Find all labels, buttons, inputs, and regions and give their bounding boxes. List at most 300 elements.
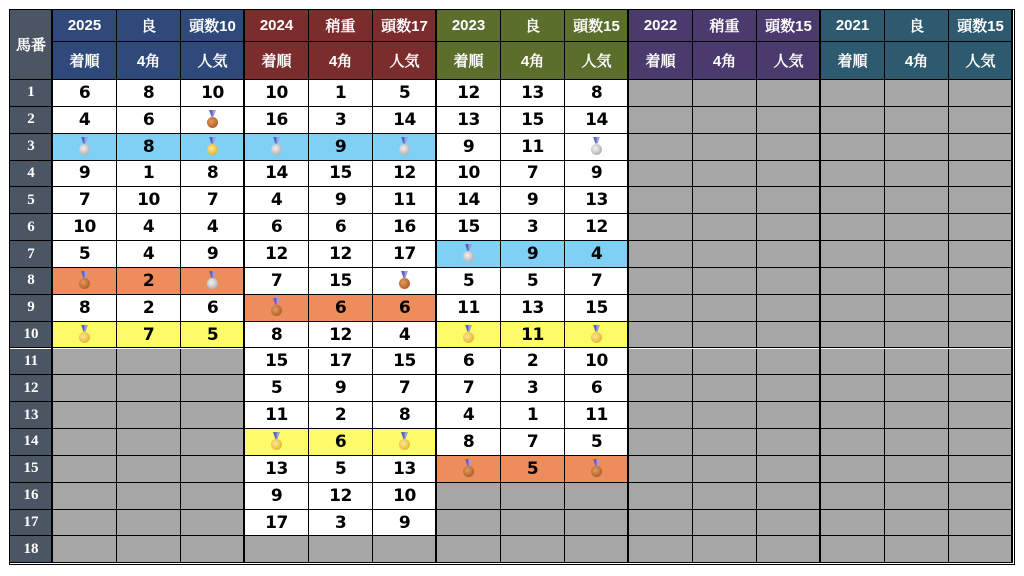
horse-number-1: 1 bbox=[10, 80, 53, 107]
bronze-medal-icon bbox=[463, 466, 474, 477]
value-cell: 9 bbox=[501, 241, 565, 268]
column-label: 人気 bbox=[181, 42, 245, 80]
value-cell: 6 bbox=[437, 349, 501, 376]
empty-cell bbox=[629, 429, 693, 456]
empty-cell bbox=[309, 536, 373, 563]
empty-cell bbox=[821, 536, 885, 563]
value-cell: 9 bbox=[309, 134, 373, 161]
empty-cell bbox=[693, 295, 757, 322]
value-cell: 15 bbox=[373, 349, 437, 376]
empty-cell bbox=[757, 134, 821, 161]
empty-cell bbox=[629, 187, 693, 214]
column-label: 人気 bbox=[565, 42, 629, 80]
empty-cell bbox=[629, 349, 693, 376]
empty-cell bbox=[181, 510, 245, 537]
empty-cell bbox=[117, 536, 181, 563]
value-cell: 10 bbox=[53, 214, 117, 241]
value-cell: 7 bbox=[53, 187, 117, 214]
empty-cell bbox=[693, 134, 757, 161]
group-divider bbox=[819, 10, 821, 563]
horse-number-10: 10 bbox=[10, 322, 53, 349]
value-cell: 12 bbox=[245, 241, 309, 268]
value-cell: 5 bbox=[373, 80, 437, 107]
empty-cell bbox=[117, 375, 181, 402]
value-cell: 11 bbox=[501, 134, 565, 161]
empty-cell bbox=[821, 107, 885, 134]
horse-number-8: 8 bbox=[10, 268, 53, 295]
empty-cell bbox=[757, 161, 821, 188]
empty-cell bbox=[821, 80, 885, 107]
empty-cell bbox=[757, 483, 821, 510]
empty-cell bbox=[885, 322, 949, 349]
empty-cell bbox=[693, 187, 757, 214]
empty-cell bbox=[757, 429, 821, 456]
empty-cell bbox=[693, 268, 757, 295]
horse-number-7: 7 bbox=[10, 241, 53, 268]
empty-cell bbox=[693, 80, 757, 107]
value-cell: 4 bbox=[117, 214, 181, 241]
value-cell: 5 bbox=[245, 375, 309, 402]
bronze-medal-icon bbox=[207, 117, 218, 128]
column-label: 人気 bbox=[373, 42, 437, 80]
value-cell: 13 bbox=[565, 187, 629, 214]
value-cell: 12 bbox=[373, 161, 437, 188]
track-condition: 稍重 bbox=[693, 10, 757, 42]
field-size: 頭数15 bbox=[949, 10, 1013, 42]
empty-cell bbox=[821, 456, 885, 483]
value-cell: 11 bbox=[245, 402, 309, 429]
empty-cell bbox=[949, 536, 1013, 563]
value-cell: 8 bbox=[245, 322, 309, 349]
medal-cell bbox=[53, 322, 117, 349]
horse-number-5: 5 bbox=[10, 187, 53, 214]
empty-cell bbox=[245, 536, 309, 563]
value-cell: 2 bbox=[501, 349, 565, 376]
medal-cell bbox=[181, 134, 245, 161]
medal-cell bbox=[437, 322, 501, 349]
bronze-medal-icon bbox=[271, 305, 282, 316]
empty-cell bbox=[949, 510, 1013, 537]
value-cell: 3 bbox=[501, 214, 565, 241]
empty-cell bbox=[885, 402, 949, 429]
year-header: 2022 bbox=[629, 10, 693, 42]
value-cell: 8 bbox=[181, 161, 245, 188]
empty-cell bbox=[949, 402, 1013, 429]
empty-cell bbox=[693, 429, 757, 456]
empty-cell bbox=[821, 187, 885, 214]
bronze-medal-icon bbox=[591, 466, 602, 477]
horse-number-14: 14 bbox=[10, 429, 53, 456]
empty-cell bbox=[693, 402, 757, 429]
track-condition: 稍重 bbox=[309, 10, 373, 42]
empty-cell bbox=[949, 349, 1013, 376]
empty-cell bbox=[949, 214, 1013, 241]
medal-cell bbox=[181, 107, 245, 134]
horse-number-12: 12 bbox=[10, 375, 53, 402]
column-label: 4角 bbox=[117, 42, 181, 80]
value-cell: 16 bbox=[245, 107, 309, 134]
value-cell: 10 bbox=[117, 187, 181, 214]
value-cell: 7 bbox=[501, 429, 565, 456]
value-cell: 7 bbox=[117, 322, 181, 349]
horse-number-6: 6 bbox=[10, 214, 53, 241]
empty-cell bbox=[757, 80, 821, 107]
medal-cell bbox=[373, 429, 437, 456]
empty-cell bbox=[949, 161, 1013, 188]
horse-number-16: 16 bbox=[10, 483, 53, 510]
empty-cell bbox=[629, 402, 693, 429]
gold-medal-icon bbox=[271, 439, 282, 450]
empty-cell bbox=[693, 375, 757, 402]
value-cell: 6 bbox=[53, 80, 117, 107]
empty-cell bbox=[821, 134, 885, 161]
value-cell: 6 bbox=[565, 375, 629, 402]
value-cell: 13 bbox=[501, 80, 565, 107]
value-cell: 7 bbox=[373, 375, 437, 402]
value-cell: 2 bbox=[309, 402, 373, 429]
empty-cell bbox=[885, 510, 949, 537]
empty-cell bbox=[821, 295, 885, 322]
value-cell: 12 bbox=[309, 241, 373, 268]
empty-cell bbox=[693, 107, 757, 134]
value-cell: 4 bbox=[245, 187, 309, 214]
empty-cell bbox=[757, 536, 821, 563]
empty-cell bbox=[821, 429, 885, 456]
value-cell: 11 bbox=[373, 187, 437, 214]
value-cell: 17 bbox=[245, 510, 309, 537]
gold-medal-icon bbox=[399, 439, 410, 450]
empty-cell bbox=[53, 375, 117, 402]
empty-cell bbox=[885, 80, 949, 107]
year-header: 2023 bbox=[437, 10, 501, 42]
group-divider bbox=[51, 10, 53, 563]
empty-cell bbox=[629, 268, 693, 295]
horse-number-11: 11 bbox=[10, 349, 53, 376]
value-cell: 8 bbox=[437, 429, 501, 456]
group-divider bbox=[243, 10, 245, 563]
value-cell: 8 bbox=[117, 134, 181, 161]
empty-cell bbox=[565, 536, 629, 563]
value-cell: 6 bbox=[309, 214, 373, 241]
value-cell: 2 bbox=[117, 295, 181, 322]
medal-cell bbox=[245, 295, 309, 322]
empty-cell bbox=[693, 322, 757, 349]
value-cell: 15 bbox=[309, 161, 373, 188]
value-cell: 9 bbox=[309, 375, 373, 402]
value-cell: 9 bbox=[437, 134, 501, 161]
empty-cell bbox=[53, 402, 117, 429]
value-cell: 2 bbox=[117, 268, 181, 295]
value-cell: 6 bbox=[181, 295, 245, 322]
horse-number-13: 13 bbox=[10, 402, 53, 429]
value-cell: 14 bbox=[373, 107, 437, 134]
medal-cell bbox=[53, 134, 117, 161]
value-cell: 15 bbox=[501, 107, 565, 134]
value-cell: 5 bbox=[501, 268, 565, 295]
empty-cell bbox=[629, 536, 693, 563]
value-cell: 15 bbox=[245, 349, 309, 376]
empty-cell bbox=[757, 241, 821, 268]
value-cell: 4 bbox=[437, 402, 501, 429]
empty-cell bbox=[117, 483, 181, 510]
empty-cell bbox=[949, 456, 1013, 483]
value-cell: 9 bbox=[309, 187, 373, 214]
empty-cell bbox=[885, 375, 949, 402]
value-cell: 13 bbox=[437, 107, 501, 134]
value-cell: 14 bbox=[437, 187, 501, 214]
column-label: 4角 bbox=[309, 42, 373, 80]
empty-cell bbox=[693, 161, 757, 188]
column-label: 4角 bbox=[501, 42, 565, 80]
empty-cell bbox=[757, 268, 821, 295]
column-label: 人気 bbox=[757, 42, 821, 80]
medal-cell bbox=[565, 134, 629, 161]
value-cell: 12 bbox=[309, 483, 373, 510]
year-header: 2025 bbox=[53, 10, 117, 42]
empty-cell bbox=[949, 80, 1013, 107]
empty-cell bbox=[53, 510, 117, 537]
value-cell: 4 bbox=[53, 107, 117, 134]
gold-medal-icon bbox=[207, 144, 218, 155]
value-cell: 11 bbox=[501, 322, 565, 349]
column-label: 着順 bbox=[437, 42, 501, 80]
empty-cell bbox=[501, 510, 565, 537]
value-cell: 1 bbox=[309, 80, 373, 107]
empty-cell bbox=[117, 349, 181, 376]
value-cell: 15 bbox=[437, 214, 501, 241]
empty-cell bbox=[117, 510, 181, 537]
empty-cell bbox=[693, 510, 757, 537]
empty-cell bbox=[885, 349, 949, 376]
value-cell: 11 bbox=[437, 295, 501, 322]
horse-number-9: 9 bbox=[10, 295, 53, 322]
value-cell: 4 bbox=[181, 214, 245, 241]
value-cell: 17 bbox=[373, 241, 437, 268]
empty-cell bbox=[885, 268, 949, 295]
empty-cell bbox=[757, 510, 821, 537]
empty-cell bbox=[949, 322, 1013, 349]
value-cell: 10 bbox=[373, 483, 437, 510]
value-cell: 15 bbox=[309, 268, 373, 295]
empty-cell bbox=[885, 187, 949, 214]
empty-cell bbox=[117, 402, 181, 429]
value-cell: 15 bbox=[565, 295, 629, 322]
empty-cell bbox=[629, 295, 693, 322]
silver-medal-icon bbox=[399, 144, 410, 155]
value-cell: 1 bbox=[501, 402, 565, 429]
value-cell: 13 bbox=[501, 295, 565, 322]
value-cell: 9 bbox=[181, 241, 245, 268]
empty-cell bbox=[885, 107, 949, 134]
gold-medal-icon bbox=[79, 332, 90, 343]
empty-cell bbox=[437, 536, 501, 563]
empty-cell bbox=[629, 214, 693, 241]
medal-cell bbox=[373, 268, 437, 295]
empty-cell bbox=[821, 402, 885, 429]
value-cell: 12 bbox=[437, 80, 501, 107]
silver-medal-icon bbox=[271, 144, 282, 155]
empty-cell bbox=[757, 107, 821, 134]
value-cell: 17 bbox=[309, 349, 373, 376]
empty-cell bbox=[885, 456, 949, 483]
value-cell: 8 bbox=[373, 402, 437, 429]
group-divider bbox=[627, 10, 629, 563]
empty-cell bbox=[181, 375, 245, 402]
value-cell: 13 bbox=[245, 456, 309, 483]
empty-cell bbox=[373, 536, 437, 563]
empty-cell bbox=[885, 429, 949, 456]
empty-cell bbox=[693, 349, 757, 376]
value-cell: 4 bbox=[373, 322, 437, 349]
value-cell: 4 bbox=[117, 241, 181, 268]
value-cell: 8 bbox=[53, 295, 117, 322]
empty-cell bbox=[949, 134, 1013, 161]
value-cell: 9 bbox=[565, 161, 629, 188]
empty-cell bbox=[885, 536, 949, 563]
medal-cell bbox=[565, 456, 629, 483]
empty-cell bbox=[757, 456, 821, 483]
empty-cell bbox=[885, 241, 949, 268]
value-cell: 16 bbox=[373, 214, 437, 241]
medal-cell bbox=[565, 322, 629, 349]
empty-cell bbox=[693, 483, 757, 510]
empty-cell bbox=[885, 161, 949, 188]
value-cell: 14 bbox=[565, 107, 629, 134]
value-cell: 9 bbox=[53, 161, 117, 188]
value-cell: 7 bbox=[437, 375, 501, 402]
group-divider bbox=[435, 10, 437, 563]
empty-cell bbox=[949, 429, 1013, 456]
value-cell: 6 bbox=[309, 295, 373, 322]
value-cell: 10 bbox=[437, 161, 501, 188]
value-cell: 1 bbox=[117, 161, 181, 188]
value-cell: 5 bbox=[309, 456, 373, 483]
field-size: 頭数15 bbox=[565, 10, 629, 42]
empty-cell bbox=[181, 429, 245, 456]
empty-cell bbox=[821, 322, 885, 349]
empty-cell bbox=[629, 134, 693, 161]
empty-cell bbox=[629, 107, 693, 134]
empty-cell bbox=[949, 375, 1013, 402]
value-cell: 10 bbox=[181, 80, 245, 107]
results-table bbox=[10, 10, 1015, 563]
empty-cell bbox=[949, 268, 1013, 295]
empty-cell bbox=[629, 80, 693, 107]
horse-number-4: 4 bbox=[10, 161, 53, 188]
value-cell: 6 bbox=[373, 295, 437, 322]
column-label: 着順 bbox=[629, 42, 693, 80]
horse-number-18: 18 bbox=[10, 536, 53, 563]
value-cell: 3 bbox=[501, 375, 565, 402]
empty-cell bbox=[821, 483, 885, 510]
medal-cell bbox=[181, 268, 245, 295]
track-condition: 良 bbox=[501, 10, 565, 42]
value-cell: 12 bbox=[309, 322, 373, 349]
empty-cell bbox=[501, 483, 565, 510]
silver-medal-icon bbox=[207, 278, 218, 289]
value-cell: 5 bbox=[565, 429, 629, 456]
empty-cell bbox=[949, 483, 1013, 510]
empty-cell bbox=[629, 241, 693, 268]
empty-cell bbox=[949, 241, 1013, 268]
empty-cell bbox=[821, 375, 885, 402]
empty-cell bbox=[949, 187, 1013, 214]
value-cell: 3 bbox=[309, 107, 373, 134]
year-header: 2021 bbox=[821, 10, 885, 42]
track-condition: 良 bbox=[117, 10, 181, 42]
empty-cell bbox=[821, 161, 885, 188]
empty-cell bbox=[629, 322, 693, 349]
empty-cell bbox=[757, 349, 821, 376]
empty-cell bbox=[757, 322, 821, 349]
value-cell: 12 bbox=[565, 214, 629, 241]
value-cell: 13 bbox=[373, 456, 437, 483]
empty-cell bbox=[757, 375, 821, 402]
empty-cell bbox=[629, 483, 693, 510]
value-cell: 8 bbox=[565, 80, 629, 107]
value-cell: 5 bbox=[437, 268, 501, 295]
empty-cell bbox=[53, 456, 117, 483]
horse-number-17: 17 bbox=[10, 510, 53, 537]
silver-medal-icon bbox=[463, 251, 474, 262]
value-cell: 5 bbox=[181, 322, 245, 349]
silver-medal-icon bbox=[79, 144, 90, 155]
value-cell: 9 bbox=[501, 187, 565, 214]
empty-cell bbox=[53, 483, 117, 510]
field-size: 頭数10 bbox=[181, 10, 245, 42]
empty-cell bbox=[949, 295, 1013, 322]
empty-cell bbox=[757, 402, 821, 429]
column-label: 人気 bbox=[949, 42, 1013, 80]
value-cell: 7 bbox=[501, 161, 565, 188]
empty-cell bbox=[757, 214, 821, 241]
empty-cell bbox=[565, 483, 629, 510]
medal-cell bbox=[245, 429, 309, 456]
empty-cell bbox=[629, 375, 693, 402]
empty-cell bbox=[693, 241, 757, 268]
empty-cell bbox=[629, 510, 693, 537]
empty-cell bbox=[181, 536, 245, 563]
empty-cell bbox=[181, 456, 245, 483]
value-cell: 10 bbox=[245, 80, 309, 107]
medal-cell bbox=[373, 134, 437, 161]
empty-cell bbox=[53, 429, 117, 456]
empty-cell bbox=[885, 295, 949, 322]
empty-cell bbox=[181, 402, 245, 429]
corner-header: 馬番 bbox=[10, 10, 53, 80]
field-size: 頭数15 bbox=[757, 10, 821, 42]
empty-cell bbox=[629, 456, 693, 483]
empty-cell bbox=[565, 510, 629, 537]
horse-number-3: 3 bbox=[10, 134, 53, 161]
value-cell: 5 bbox=[53, 241, 117, 268]
empty-cell bbox=[821, 241, 885, 268]
gold-medal-icon bbox=[463, 332, 474, 343]
empty-cell bbox=[501, 536, 565, 563]
empty-cell bbox=[949, 107, 1013, 134]
horse-number-2: 2 bbox=[10, 107, 53, 134]
value-cell: 10 bbox=[565, 349, 629, 376]
empty-cell bbox=[757, 187, 821, 214]
empty-cell bbox=[53, 536, 117, 563]
value-cell: 6 bbox=[309, 429, 373, 456]
medal-cell bbox=[245, 134, 309, 161]
medal-cell bbox=[437, 241, 501, 268]
value-cell: 6 bbox=[117, 107, 181, 134]
value-cell: 7 bbox=[245, 268, 309, 295]
medal-cell bbox=[53, 268, 117, 295]
column-label: 4角 bbox=[693, 42, 757, 80]
